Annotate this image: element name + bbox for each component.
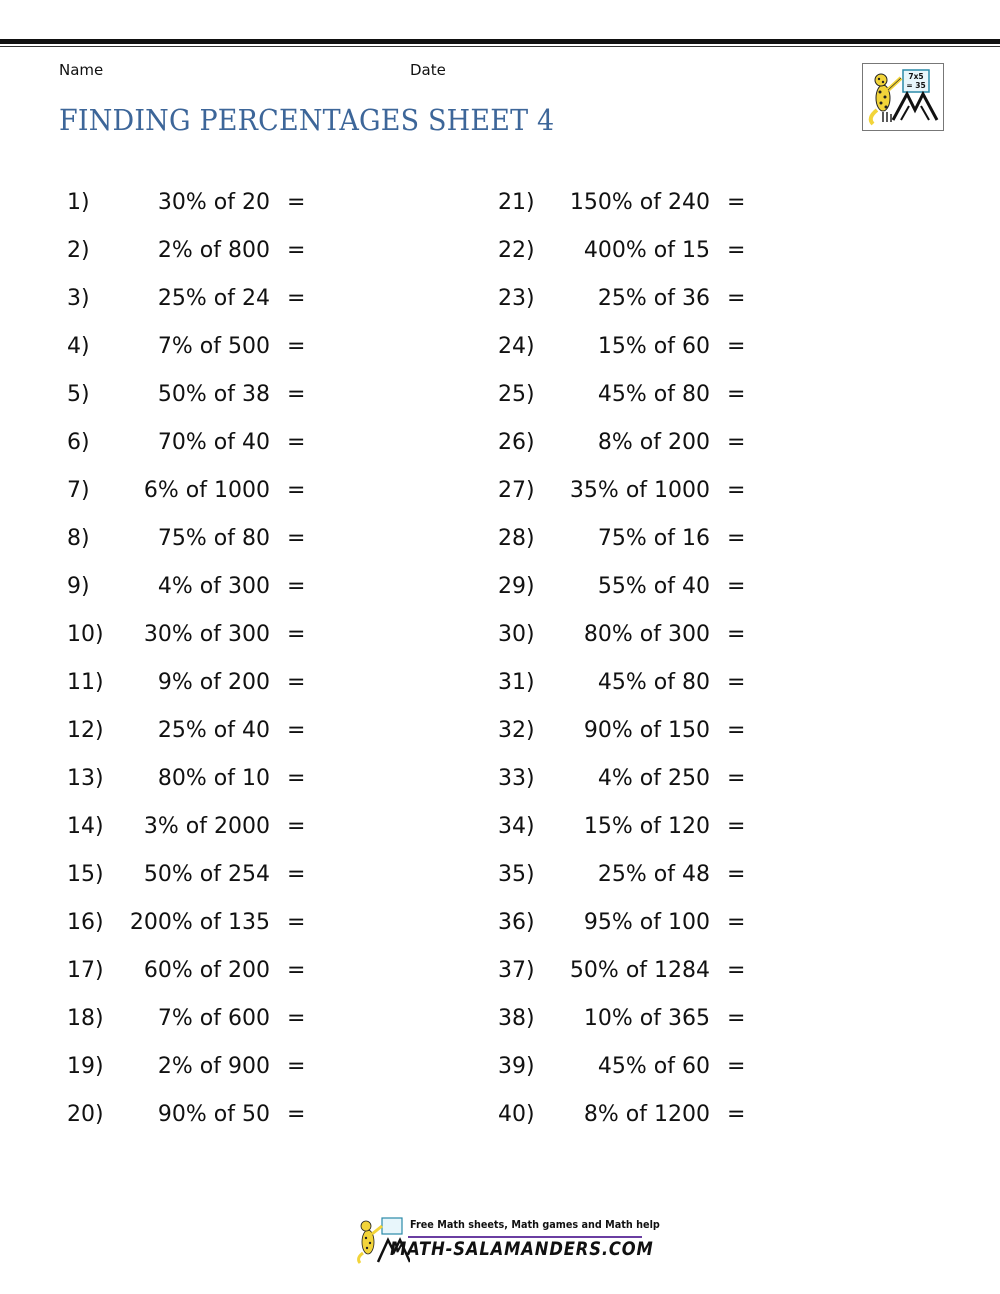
equals-sign: =: [727, 526, 746, 551]
equals-sign: =: [287, 574, 306, 599]
problem-expression: 7% of 600: [157, 1006, 270, 1031]
problem-number: 1): [67, 190, 90, 215]
problem-expression: 70% of 40: [157, 430, 270, 455]
equals-sign: =: [727, 622, 746, 647]
problem-expression: 4% of 300: [157, 574, 270, 599]
problem-expression: 4% of 250: [597, 766, 710, 791]
problem-number: 29): [498, 574, 535, 599]
equals-sign: =: [287, 334, 306, 359]
problem-number: 32): [498, 718, 535, 743]
problem-number: 4): [67, 334, 90, 359]
problem-expression: 30% of 300: [143, 622, 270, 647]
problem-number: 11): [67, 670, 104, 695]
problem-expression: 8% of 200: [597, 430, 710, 455]
equals-sign: =: [727, 1006, 746, 1031]
problem-number: 22): [498, 238, 535, 263]
equals-sign: =: [727, 478, 746, 503]
problem-expression: 45% of 60: [597, 1054, 710, 1079]
problem-number: 20): [67, 1102, 104, 1127]
problem-number: 38): [498, 1006, 535, 1031]
problem-expression: 150% of 240: [569, 190, 710, 215]
problem-number: 8): [67, 526, 90, 551]
equals-sign: =: [287, 766, 306, 791]
problem-number: 30): [498, 622, 535, 647]
top-rule-thin: [0, 46, 1000, 47]
problem-number: 10): [67, 622, 104, 647]
equals-sign: =: [287, 862, 306, 887]
problem-number: 12): [67, 718, 104, 743]
problem-number: 5): [67, 382, 90, 407]
problem-number: 35): [498, 862, 535, 887]
problem-expression: 7% of 500: [157, 334, 270, 359]
equals-sign: =: [727, 862, 746, 887]
problem-expression: 2% of 900: [157, 1054, 270, 1079]
footer-site-name: MATH-SALAMANDERS.COM: [390, 1238, 654, 1260]
svg-text:7x5: 7x5: [908, 72, 924, 81]
equals-sign: =: [287, 1006, 306, 1031]
top-rule-thick: [0, 39, 1000, 44]
problem-expression: 25% of 24: [157, 286, 270, 311]
problem-number: 27): [498, 478, 535, 503]
problem-expression: 95% of 100: [583, 910, 710, 935]
equals-sign: =: [727, 958, 746, 983]
equals-sign: =: [727, 1102, 746, 1127]
worksheet-title: FINDING PERCENTAGES SHEET 4: [59, 103, 555, 137]
problem-expression: 9% of 200: [157, 670, 270, 695]
equals-sign: =: [287, 286, 306, 311]
problem-expression: 45% of 80: [597, 382, 710, 407]
problem-number: 14): [67, 814, 104, 839]
problem-number: 31): [498, 670, 535, 695]
equals-sign: =: [727, 670, 746, 695]
problem-expression: 200% of 135: [129, 910, 270, 935]
equals-sign: =: [287, 814, 306, 839]
problem-expression: 2% of 800: [157, 238, 270, 263]
equals-sign: =: [727, 814, 746, 839]
problem-number: 40): [498, 1102, 535, 1127]
name-label: Name: [59, 61, 104, 79]
equals-sign: =: [727, 910, 746, 935]
problem-expression: 75% of 16: [597, 526, 710, 551]
problem-number: 33): [498, 766, 535, 791]
equals-sign: =: [727, 286, 746, 311]
problem-expression: 55% of 40: [597, 574, 710, 599]
problem-number: 39): [498, 1054, 535, 1079]
problem-number: 19): [67, 1054, 104, 1079]
date-label: Date: [410, 61, 446, 79]
equals-sign: =: [287, 430, 306, 455]
problem-expression: 6% of 1000: [143, 478, 270, 503]
problem-expression: 50% of 1284: [569, 958, 710, 983]
equals-sign: =: [727, 334, 746, 359]
problem-number: 26): [498, 430, 535, 455]
problem-expression: 50% of 254: [143, 862, 270, 887]
problem-number: 13): [67, 766, 104, 791]
footer-branding: [354, 1216, 660, 1264]
problem-number: 36): [498, 910, 535, 935]
equals-sign: =: [287, 622, 306, 647]
equals-sign: =: [287, 1102, 306, 1127]
problem-number: 2): [67, 238, 90, 263]
problem-number: 21): [498, 190, 535, 215]
problem-number: 17): [67, 958, 104, 983]
problem-expression: 80% of 10: [157, 766, 270, 791]
equals-sign: =: [287, 238, 306, 263]
problem-number: 25): [498, 382, 535, 407]
equals-sign: =: [727, 766, 746, 791]
equals-sign: =: [287, 670, 306, 695]
problem-expression: 60% of 200: [143, 958, 270, 983]
problem-number: 28): [498, 526, 535, 551]
problem-number: 16): [67, 910, 104, 935]
equals-sign: =: [287, 478, 306, 503]
equals-sign: =: [287, 910, 306, 935]
equals-sign: =: [727, 238, 746, 263]
problem-expression: 90% of 150: [583, 718, 710, 743]
equals-sign: =: [727, 382, 746, 407]
problem-expression: 3% of 2000: [143, 814, 270, 839]
problem-number: 34): [498, 814, 535, 839]
equals-sign: =: [287, 1054, 306, 1079]
problem-number: 23): [498, 286, 535, 311]
equals-sign: =: [727, 430, 746, 455]
problem-number: 6): [67, 430, 90, 455]
problem-number: 18): [67, 1006, 104, 1031]
equals-sign: =: [287, 718, 306, 743]
problem-number: 3): [67, 286, 90, 311]
equals-sign: =: [287, 382, 306, 407]
problem-number: 24): [498, 334, 535, 359]
problem-expression: 90% of 50: [157, 1102, 270, 1127]
equals-sign: =: [287, 958, 306, 983]
salamander-logo-icon: [862, 63, 944, 131]
equals-sign: =: [287, 526, 306, 551]
problem-expression: 25% of 48: [597, 862, 710, 887]
footer-tagline: Free Math sheets, Math games and Math help: [410, 1219, 660, 1231]
problem-expression: 35% of 1000: [569, 478, 710, 503]
equals-sign: =: [727, 190, 746, 215]
problem-expression: 30% of 20: [157, 190, 270, 215]
problem-number: 15): [67, 862, 104, 887]
problem-expression: 25% of 36: [597, 286, 710, 311]
problem-expression: 400% of 15: [583, 238, 710, 263]
problem-number: 7): [67, 478, 90, 503]
equals-sign: =: [727, 574, 746, 599]
problem-number: 37): [498, 958, 535, 983]
equals-sign: =: [727, 718, 746, 743]
problem-expression: 10% of 365: [583, 1006, 710, 1031]
problem-expression: 25% of 40: [157, 718, 270, 743]
problem-expression: 15% of 120: [583, 814, 710, 839]
problem-number: 9): [67, 574, 90, 599]
problem-expression: 75% of 80: [157, 526, 270, 551]
equals-sign: =: [727, 1054, 746, 1079]
problem-expression: 50% of 38: [157, 382, 270, 407]
problem-expression: 15% of 60: [597, 334, 710, 359]
equals-sign: =: [287, 190, 306, 215]
svg-text:= 35: = 35: [906, 81, 926, 90]
problem-expression: 8% of 1200: [583, 1102, 710, 1127]
problem-expression: 80% of 300: [583, 622, 710, 647]
problem-expression: 45% of 80: [597, 670, 710, 695]
